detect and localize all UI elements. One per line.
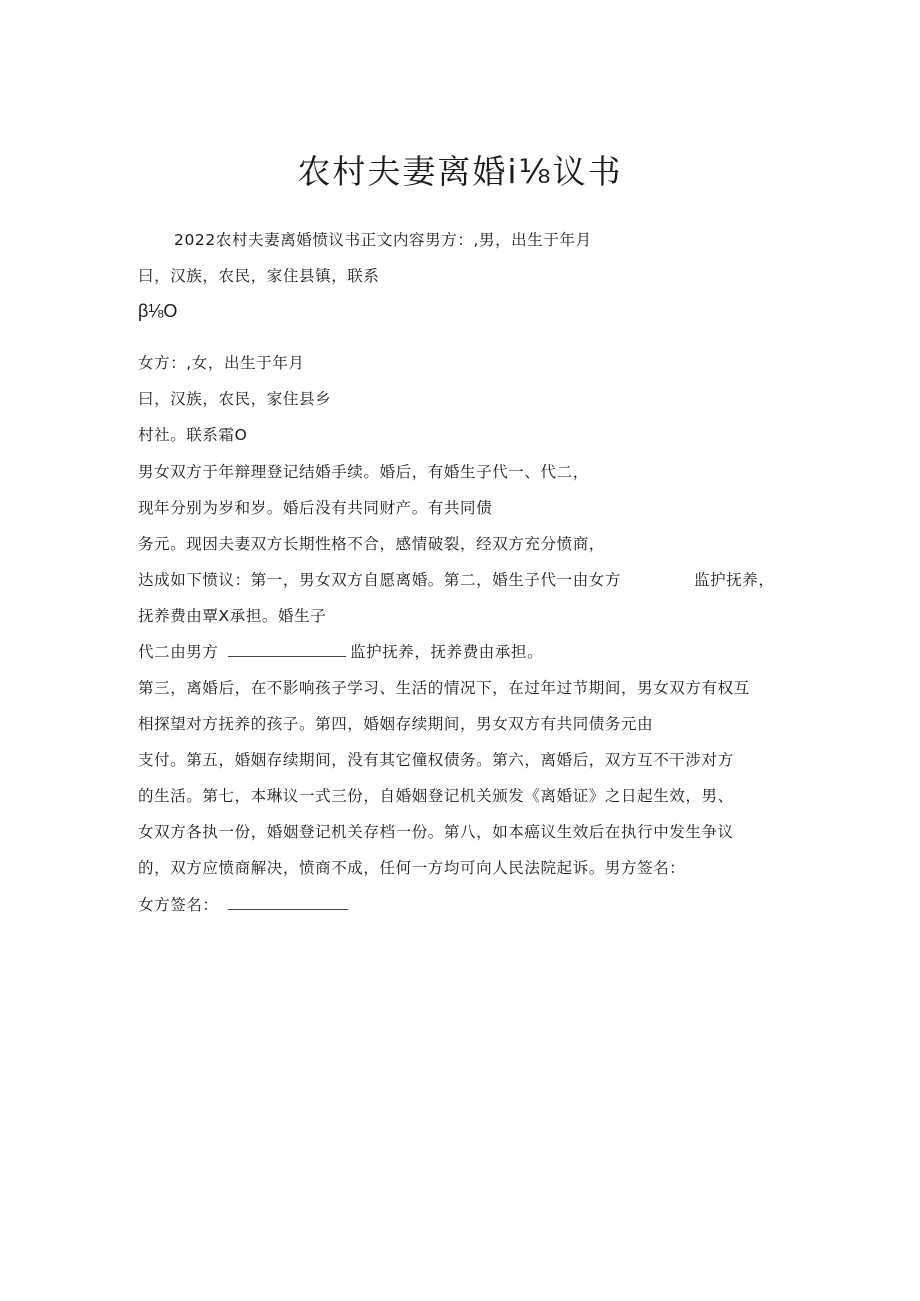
paragraph-line: 女双方各执一份，婚姻登记机关存档一份。第八，如本癌议生效后在执行中发生争议 bbox=[138, 823, 734, 841]
paragraph-line: 相探望对方抚养的孩子。第四，婚姻存续期间，男女双方有共同债务元由 bbox=[138, 715, 654, 733]
paragraph-line: 支付。第五，婚姻存续期间，没有其它僮权债务。第六，离婚后，双方互不干涉对方 bbox=[138, 751, 734, 769]
blank-line bbox=[228, 641, 346, 663]
paragraph-line: 2022农村夫妻离婚愤议书正文内容男方：,男，出生于年月 bbox=[174, 231, 592, 249]
paragraph-line: 曰，汉族，农民，家住县乡 bbox=[138, 390, 332, 408]
paragraph-line: 代二由男方 bbox=[138, 643, 219, 661]
paragraph-line: 男女双方于年辩理登记结婚手续。婚后，有婚生子代一、代二， bbox=[138, 463, 589, 481]
paragraph-line: 达成如下愤议：第一，男女双方自愿离婚。第二，婚生子代一由女方 bbox=[138, 571, 622, 589]
paragraph-line: 监护抚养， bbox=[694, 571, 775, 589]
paragraph-line: 的，双方应愤商解决，愤商不成，任何一方均可向人民法院起诉。男方签名： bbox=[138, 859, 686, 877]
paragraph-line: β⅛O bbox=[138, 301, 178, 321]
paragraph-line: 务元。现因夫妻双方长期性格不合，感情破裂，经双方充分愤商， bbox=[138, 535, 605, 553]
paragraph-line: 监护抚养，抚养费由承担。 bbox=[350, 643, 544, 661]
paragraph-line: 女方签名： bbox=[138, 896, 219, 914]
paragraph-line: 女方：,女，出生于年月 bbox=[138, 354, 305, 372]
paragraph-line: 现年分别为岁和岁。婚后没有共同财产。有共同债 bbox=[138, 499, 493, 517]
paragraph-line: 抚养费由覃X承担。婚生子 bbox=[138, 607, 327, 625]
paragraph-line: 曰，汉族，农民，家住县镇，联系 bbox=[138, 267, 380, 285]
paragraph-line: 的生活。第七，本琳议一式三份，自婚姻登记机关颁发《离婚证》之日起生效，男、 bbox=[138, 787, 734, 805]
document-title: 农村夫妻离婚i⅛议书 bbox=[297, 152, 623, 191]
paragraph-line: 村社。联系霜O bbox=[138, 426, 248, 444]
signature-blank bbox=[228, 894, 348, 916]
paragraph-line: 第三，离婚后，在不影响孩子学习、生活的情况下，在过年过节期间，男女双方有权互 bbox=[138, 679, 750, 697]
